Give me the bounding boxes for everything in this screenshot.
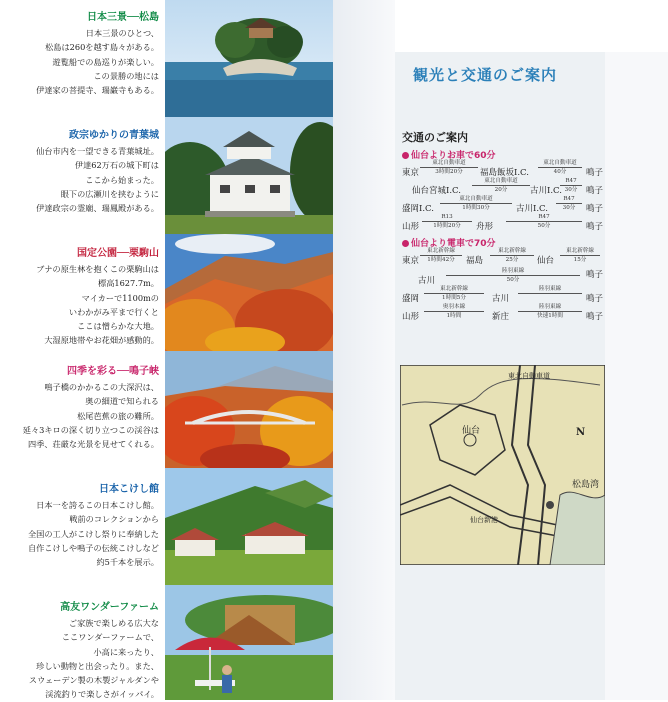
body-line: 珍しい動物と出会ったり。また、 [36,660,159,671]
route-node: 盛岡 [402,294,420,304]
section-wonderfarm [0,602,163,702]
section-narukokyo [0,366,163,451]
route-node: 山形 [402,312,420,322]
body-line: 約5千本を展示。 [96,557,159,568]
bullet-icon [402,240,409,247]
section-title: 日本三景──松島 [86,12,159,23]
section-kurikoma [0,248,163,348]
page-heading: 観光と交通のご案内 [413,66,558,84]
photo-narukokyo [165,351,333,468]
photo-kokeshi-hall [165,468,333,585]
photo-aobajo [165,117,333,234]
section-body [0,26,159,97]
body-line: 伊達家の菩提寺、瑞巌寺もある。 [36,85,159,96]
route-segment: 東北自動車道 40分 [538,160,582,175]
route-node: 山形 [402,222,420,232]
route-segment: 陸羽東線 快速1時間 [518,304,582,319]
body-line: 全国の工人がこけし祭りに奉納した [27,528,159,539]
map-label: 仙台新港 [470,516,498,524]
attractions-text-column [0,0,165,700]
route-segment: R47 50分 [506,214,582,229]
route-node: 仙台 [537,256,555,266]
map-label: 仙台 [462,426,481,436]
route-node: 福島飯坂I.C. [480,168,529,178]
map-label: 松島湾 [572,480,600,490]
section-body [0,616,159,702]
route-segment: R47 30分 [556,196,582,211]
body-line: 松尾芭蕉の旅の難所。 [77,410,159,421]
section-body [0,498,159,569]
body-line: ここは憎らかな大地。 [77,321,159,332]
route-segment: 東北自動車道 3時間20分 [420,160,478,175]
body-line: ブナの原生林を抱くこの栗駒山は [36,264,159,274]
route-segment: R47 30分 [560,178,582,193]
route-node: 仙台宮城I.C. [412,186,461,196]
route-node: 東京 [402,168,420,178]
body-line: 標高1627.7m。 [98,278,159,289]
section-kokeshi [0,484,163,569]
route-segment: 東北新幹線 15分 [560,248,600,263]
body-line: 伊達政宗の霊廟、瑞鳳殿がある。 [36,203,159,214]
route-segment: 東北自動車道 1時間30分 [440,196,512,211]
body-line: 日本一を誇るこの日本こけし館。 [36,500,159,510]
section-title: 四季を彩る──鳴子峡 [66,366,159,377]
body-line: 延々3キロの深く切り立つこの渓谷は [22,424,159,435]
route-node: 鳴子 [586,168,604,178]
body-line: ここワンダーファームで、 [61,632,159,643]
page-fold [333,0,395,700]
route-segment: 東北新幹線 25分 [490,248,534,263]
route-segment: 陸羽東線 [518,286,582,295]
route-node: 古川I.C. [516,204,548,214]
route-node: 福島 [466,256,484,266]
photo-matsushima [165,0,333,117]
route-segment: 東北自動車道 20分 [472,178,530,193]
bullet-icon [402,152,409,159]
body-line: 小高に来ったり、 [93,646,159,657]
body-line: 奥の細道で知られる [85,396,159,407]
photo-strip [165,0,333,700]
north-arrow-icon: N [576,427,586,438]
route-node: 鳴子 [586,186,604,196]
route-segment: 陸羽東線 50分 [446,268,580,283]
section-aobajo [0,130,163,215]
route-node: 鳴子 [586,222,604,232]
body-line: 日本三景のひとつ、 [85,28,159,38]
section-title: 高友ワンダーファーム [60,602,159,613]
body-line: 伊達62万石の城下町は [74,160,159,171]
section-body [0,144,159,215]
panel-margin [605,52,668,700]
route-segment: 奥羽本線 1時間 [424,304,484,319]
route-node: 鳴子 [586,312,604,322]
body-line: スウェーデン製の木製ジャルダンや [28,675,159,686]
section-title: 国定公園──栗駒山 [76,248,159,259]
body-line: 四季、荘厳な光景を見せてくれる。 [27,439,159,450]
route-node: 舟形 [476,222,494,232]
route-segment: 東北新幹線 1時間5分 [424,286,484,301]
body-line: ここから始まった。 [85,174,159,185]
photo-wonder-farm [165,585,333,700]
body-line: いわかがみ平まで行くと [68,306,159,317]
body-line: 眼下の広瀬川を挟むように [60,188,159,199]
body-line: 遊覧船での島巡りが楽しい。 [52,56,159,67]
route-segment: 東北新幹線 1時間42分 [420,248,462,263]
route-node: 古川I.C. [530,186,562,196]
body-line: 自作こけしや鳴子の伝統こけしなど [27,542,159,553]
route-node: 東京 [402,256,420,266]
body-line: 鳴子橋のかかるこの大深沢は、 [44,382,159,392]
area-map [400,365,605,565]
body-line: 大湿原地帯やお花畑が感動的。 [44,335,159,346]
body-line: 松島は260を越す島々がある。 [45,42,159,53]
map-label: 東北自動車道 [508,372,550,380]
body-line: この景勝の地には [93,70,159,81]
section-matsushima [0,12,163,97]
route-segment: R13 1時間20分 [422,214,472,229]
route-node: 鳴子 [586,294,604,304]
body-line: 渓流釣りで楽しさがイッパイ。 [45,689,159,700]
section-title: 政宗ゆかりの青葉城 [69,130,159,141]
route-node: 古川 [492,294,510,304]
body-line: 戦前のコレクションから [69,514,159,525]
body-line: ご家族で楽しめる広大な [68,618,159,628]
section-title: 日本こけし館 [99,484,159,495]
photo-kurikoma [165,234,333,351]
body-line: 仙台市内を一望できる青葉城址。 [36,146,159,156]
traffic-title: 交通のご案内 [402,131,468,144]
route-node: 古川 [418,276,436,286]
train-route-label: 仙台より電車で70分 [411,239,496,249]
section-body [0,380,159,451]
route-node: 鳴子 [586,270,604,280]
route-node: 新庄 [492,312,510,322]
body-line: マイカーで1100mの [81,292,159,303]
route-node: 鳴子 [586,204,604,214]
section-body [0,262,159,348]
car-route-label: 仙台よりお車で60分 [411,151,496,161]
route-node: 盛岡I.C. [402,204,434,214]
hand-drawn-map [400,365,605,565]
